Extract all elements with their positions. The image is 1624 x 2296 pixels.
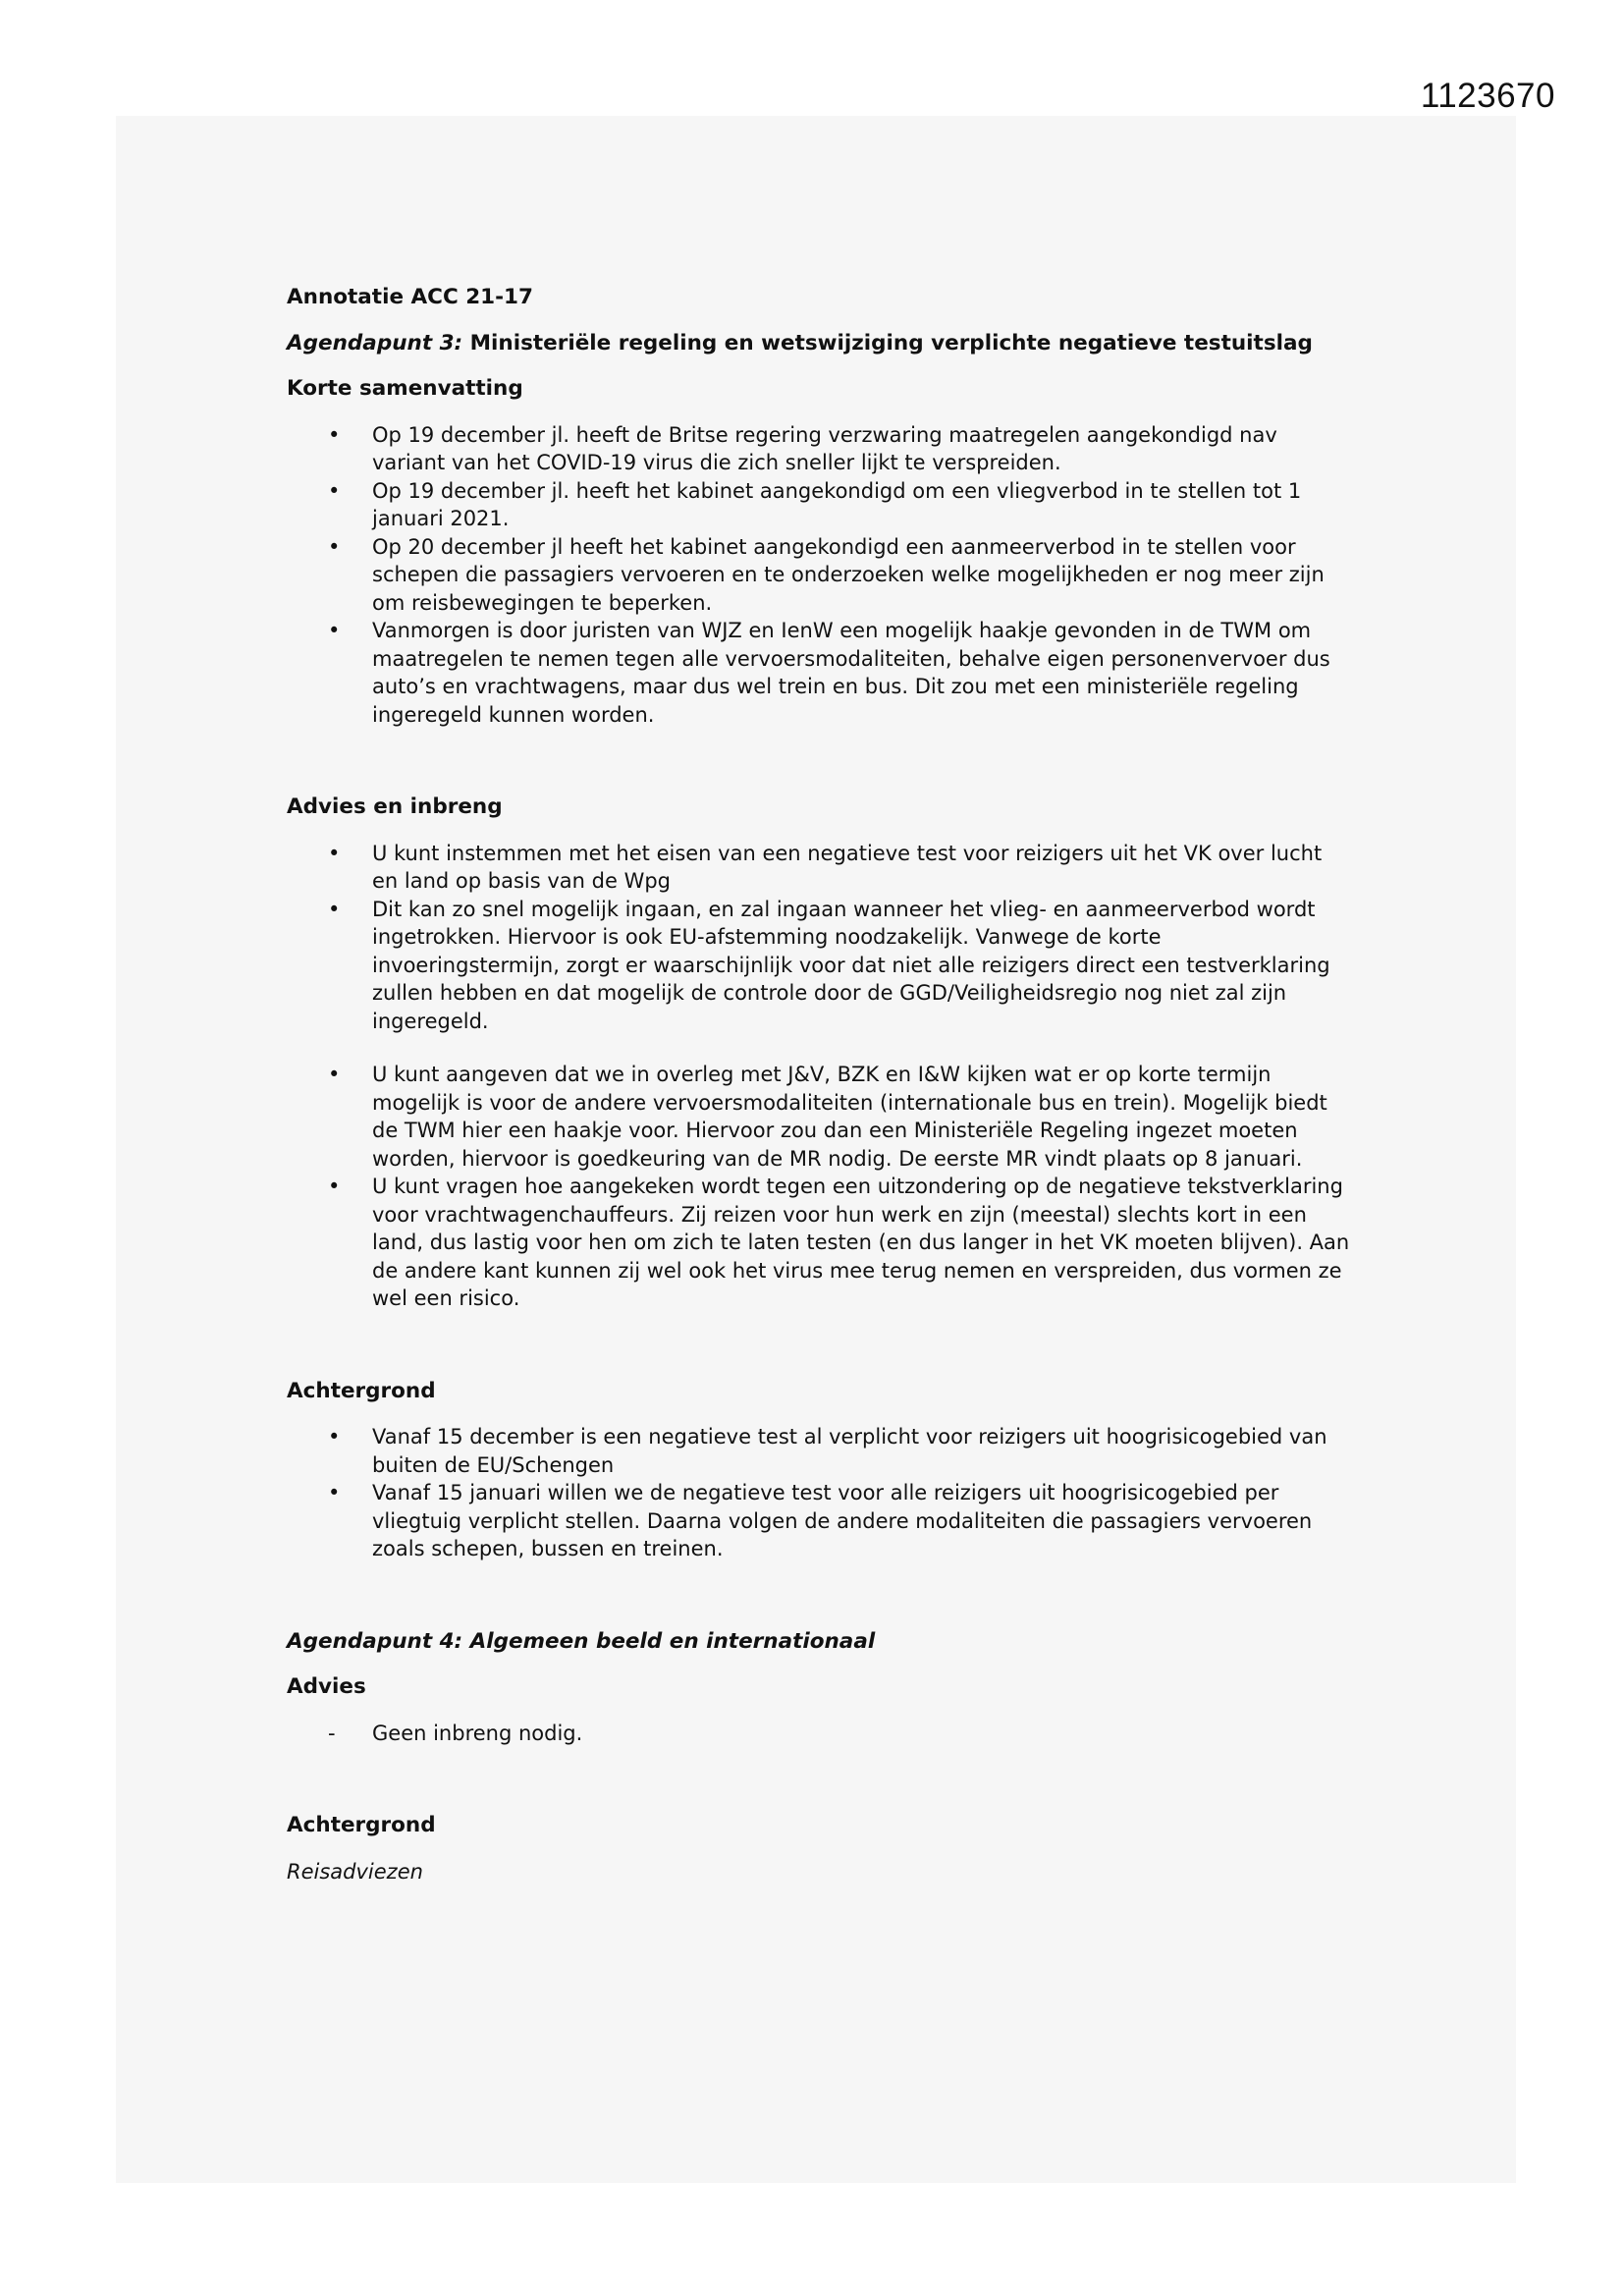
list-item: • U kunt instemmen met het eisen van een negatieve test voor reizigers uit het VK over lucht en land op basis van de Wpg	[328, 841, 1323, 893]
list-item: • Op 20 december jl heeft het kabinet aangekondigd een aanmeerverbod in te stellen voor schepen die passagiers vervoeren en te onderzoeken welke mogelijkheden er nog meer zijn om reisbewegingen te beperken.	[328, 534, 1325, 615]
advice-list-a	[287, 840, 1367, 1036]
document-number: 1123670	[1420, 77, 1555, 115]
agenda3-title: Ministeriële regeling en wetswijziging verplichte negatieve testuitslag	[462, 330, 1313, 355]
list-item: • Op 19 december jl. heeft het kabinet aangekondigd om een vliegverbod in te stellen tot 1 januari 2021.	[328, 478, 1302, 530]
list-item: - Geen inbreng nodig.	[287, 1720, 1354, 1748]
bullet-marker: •	[328, 1425, 341, 1449]
agenda3-heading	[287, 330, 1367, 358]
document-body	[287, 284, 1367, 1886]
agenda4-advice-heading: Advies	[287, 1674, 366, 1699]
agenda4-heading: Agendapunt 4: Algemeen beeld en internationaal	[287, 1628, 876, 1654]
bullet-marker: •	[328, 1481, 341, 1504]
summary-heading: Korte samenvatting	[287, 376, 523, 401]
bullet-marker: •	[328, 1063, 341, 1086]
agenda4-background-heading: Achtergrond	[287, 1813, 436, 1837]
advice-list-b	[287, 1061, 1367, 1313]
bullet-marker: •	[328, 619, 341, 642]
list-item: • Vanaf 15 december is een negatieve test al verplicht voor reizigers uit hoogrisicogebied van buiten de EU/Schengen	[328, 1425, 1327, 1477]
bullet-marker: •	[328, 422, 341, 447]
agenda3-label: Agendapunt 3:	[287, 330, 463, 355]
bullet-marker: •	[328, 841, 341, 865]
list-item: • Dit kan zo snel mogelijk ingaan, en zal ingaan wanneer het vlieg- en aanmeerverbod wordt ingetrokken. Hiervoor is ook EU-afstemming noodzakelijk. Vanwege de korte invoeringstermijn, zorgt er waarschijnlijk voor dat niet alle reizigers direct een testverklaring zullen hebben en dat mogelijk de controle door de GGD/Veiligheidsregio nog niet zal zijn ingeregeld.	[328, 897, 1330, 1033]
bullet-marker: •	[328, 478, 341, 503]
bullet-marker: •	[328, 1175, 341, 1198]
list-item: • U kunt aangeven dat we in overleg met J&V, BZK en I&W kijken wat er op korte termijn mogelijk is voor de andere vervoersmodaliteiten (internationale bus en trein). Mogelijk biedt de TWM hier een haakje voor. Hiervoor zou dan een Ministeriële Regeling ingezet moeten worden, hiervoor is goedkeuring van de MR nodig. De eerste MR vindt plaats op 8 januari.	[328, 1063, 1327, 1171]
dash-marker: -	[328, 1721, 336, 1745]
list-item: • Vanaf 15 januari willen we de negatieve test voor alle reizigers uit hoogrisicogebied per vliegtuig verplicht stellen. Daarna volgen de andere modaliteiten die passagiers vervoeren zoals schepen, bussen en treinen.	[328, 1481, 1313, 1560]
bullet-marker: •	[328, 534, 341, 559]
bullet-marker: •	[328, 897, 341, 921]
list-item: • Vanmorgen is door juristen van WJZ en IenW een mogelijk haakje gevonden in de TWM om maatregelen te nemen tegen alle vervoersmodaliteiten, behalve eigen personenvervoer dus auto’s en vrachtwagens, maar dus wel trein en bus. Dit zou met een ministeriële regeling ingeregeld kunnen worden.	[328, 619, 1330, 727]
list-item: • U kunt vragen hoe aangekeken wordt tegen een uitzondering op de negatieve tekstverklaring voor vrachtwagenchauffeurs. Zij reizen voor hun werk en zijn (meestal) slechts kort in een land, dus lastig voor hen om zich te laten testen (en dus langer in het VK moeten blijven). Aan de andere kant kunnen zij wel ook het virus mee terug nemen en verspreiden, dus vormen ze wel een risico.	[328, 1175, 1350, 1310]
summary-list	[287, 421, 1367, 730]
background-list	[287, 1423, 1367, 1563]
background-heading: Achtergrond	[287, 1378, 436, 1403]
agenda4-advice-list	[287, 1720, 1367, 1748]
advice-heading: Advies en inbreng	[287, 794, 503, 819]
annotation-title: Annotatie ACC 21-17	[287, 285, 533, 309]
list-item: • Op 19 december jl. heeft de Britse regering verzwaring maatregelen aangekondigd nav variant van het COVID-19 virus die zich sneller lijkt te verspreiden.	[328, 422, 1277, 474]
travel-advice-subheading: Reisadviezen	[287, 1859, 423, 1884]
